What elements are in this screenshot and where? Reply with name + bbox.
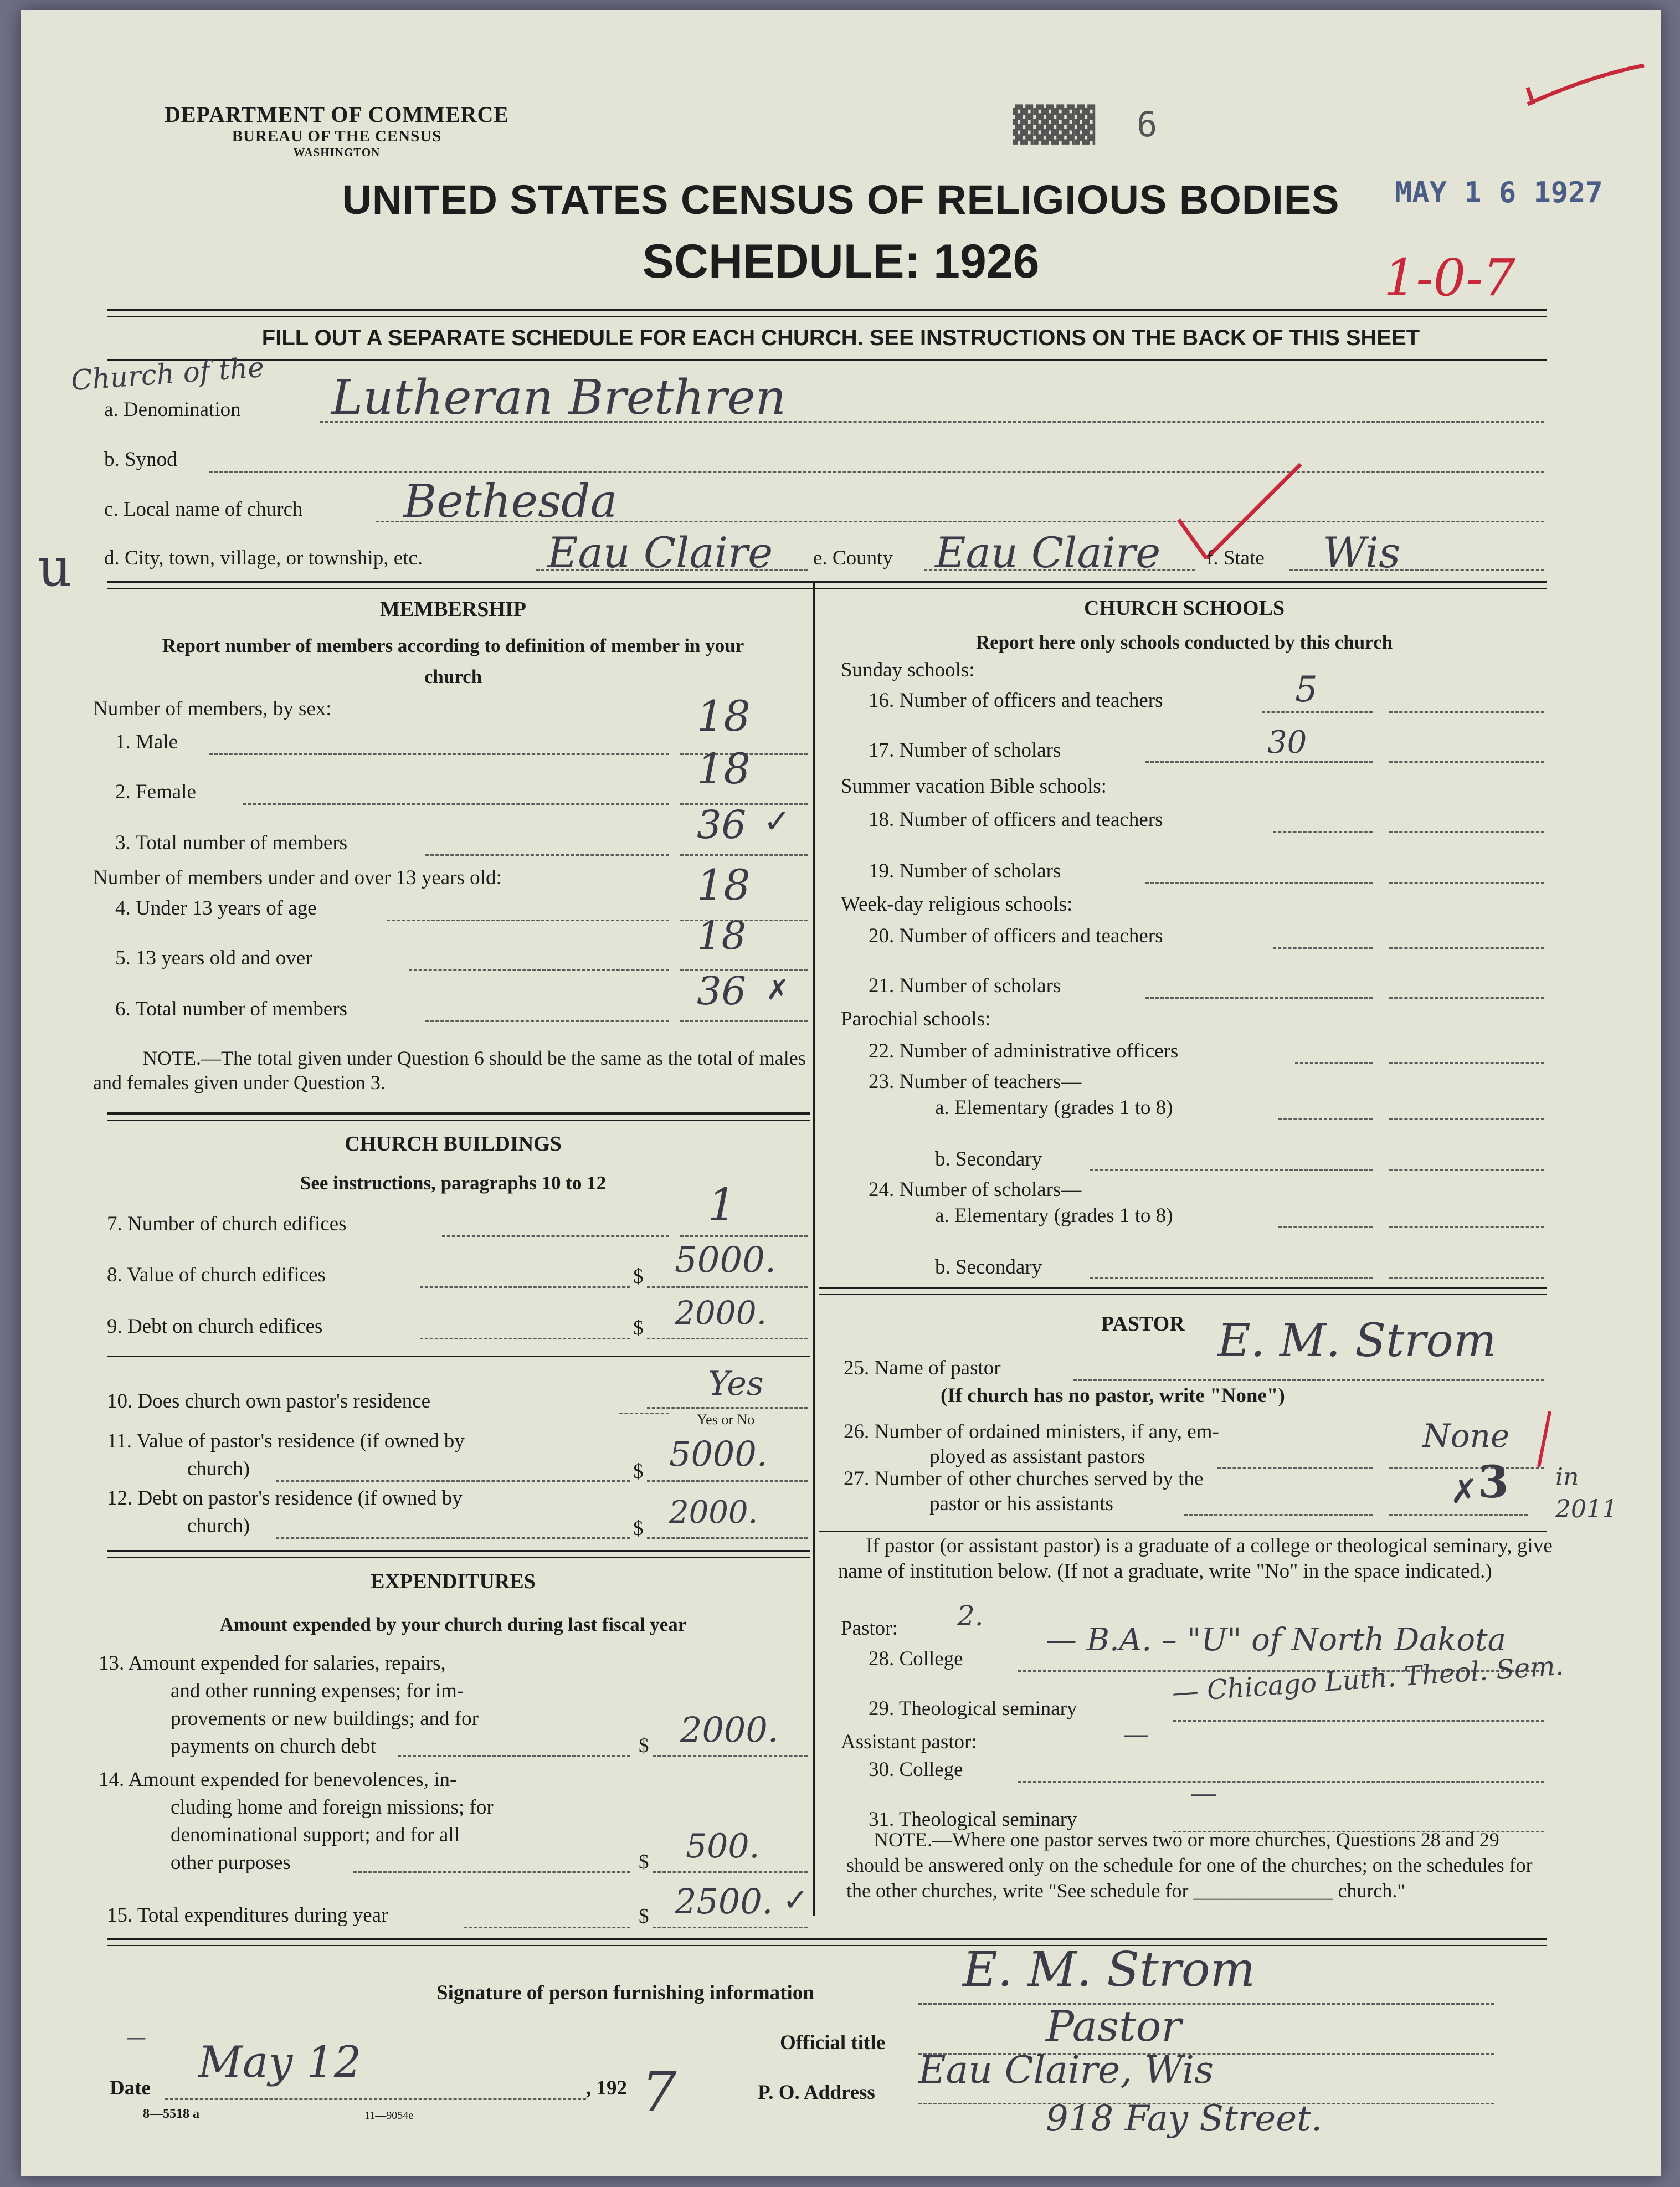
q13-line: 13. Amount expended for salaries, repairs,	[99, 1652, 446, 1675]
po-address-line2[interactable]: 918 Fay Street.	[1046, 2098, 1323, 2139]
q31-label: 31. Theological seminary	[869, 1808, 1077, 1831]
q3-check-mark: ✓	[763, 802, 792, 841]
q15-label: 15. Total expenditures during year	[107, 1904, 388, 1927]
rule	[107, 309, 1547, 311]
q14-line: cluding home and foreign missions; for	[171, 1796, 494, 1819]
q29-value[interactable]: — Chicago Luth. Theol. Sem.	[1171, 1650, 1565, 1708]
answer-line	[1389, 711, 1544, 713]
q10-label: 10. Does church own pastor's residence	[107, 1390, 431, 1413]
q15-dollar: $	[639, 1905, 649, 1928]
q27-cross-mark: ✗	[1450, 1472, 1478, 1511]
city-label: d. City, town, village, or township, etc.	[104, 547, 423, 569]
fill-line	[1278, 1118, 1373, 1120]
q12-label-1: 12. Debt on pastor's residence (if owned by	[107, 1487, 463, 1510]
fill-line	[1145, 761, 1373, 763]
rule	[107, 1557, 810, 1558]
q24b-label: b. Secondary	[935, 1256, 1042, 1279]
city-name: WASHINGTON	[293, 146, 381, 159]
q2-label: 2. Female	[115, 781, 196, 803]
fill-line	[243, 803, 669, 805]
fill-line	[276, 1480, 630, 1482]
q12-label-2: church)	[187, 1515, 250, 1537]
pastor-sub-label: Pastor:	[841, 1617, 898, 1640]
answer-line	[647, 1286, 808, 1288]
fill-line	[1090, 1169, 1373, 1171]
signature-value[interactable]: E. M. Strom	[963, 1942, 1256, 1998]
q8-value[interactable]: 5000.	[675, 1240, 777, 1281]
year-prefix: , 192	[586, 2077, 627, 2099]
q11-dollar: $	[633, 1460, 644, 1483]
form-number: ▓▓▓▓ 6	[1013, 104, 1158, 145]
q13-dollar: $	[639, 1734, 649, 1757]
fill-line	[387, 920, 669, 921]
membership-note: NOTE.—The total given under Question 6 should be the same as the total of males and females given under Question 3.	[93, 1047, 806, 1094]
q26-label-1: 26. Number of ordained ministers, if any, em-	[844, 1420, 1219, 1443]
fill-line	[619, 1413, 669, 1414]
fill-line	[276, 1537, 630, 1539]
membership-heading: MEMBERSHIP	[380, 598, 526, 621]
rule	[819, 1294, 1547, 1295]
print-code: 11—9054e	[364, 2109, 414, 2122]
state-label: f. State	[1206, 547, 1265, 569]
answer-line	[680, 1235, 808, 1237]
q9-value[interactable]: 2000.	[675, 1294, 767, 1332]
fill-line	[1295, 1062, 1373, 1064]
q13-line: and other running expenses; for im-	[171, 1680, 464, 1702]
q31-value[interactable]: —	[1190, 1777, 1217, 1809]
fill-line	[1262, 711, 1373, 713]
q16-value[interactable]: 5	[1295, 669, 1318, 710]
answer-line	[647, 1480, 808, 1482]
q20-label: 20. Number of officers and teachers	[869, 925, 1163, 947]
fill-line	[464, 1927, 630, 1928]
q27-label-2: pastor or his assistants	[929, 1492, 1113, 1515]
expenditures-heading: EXPENDITURES	[371, 1570, 536, 1593]
summer-label: Summer vacation Bible schools:	[841, 775, 1107, 798]
fill-line	[420, 1286, 630, 1288]
pastor-heading: PASTOR	[1101, 1312, 1185, 1336]
q1-label: 1. Male	[115, 731, 178, 753]
q25-hint: (If church has no pastor, write "None")	[941, 1384, 1285, 1407]
q11-label-2: church)	[187, 1457, 250, 1480]
rule	[107, 1938, 1547, 1940]
q14-line: 14. Amount expended for benevolences, in-	[99, 1768, 457, 1791]
q12-dollar: $	[633, 1517, 644, 1540]
q22-label: 22. Number of administrative officers	[869, 1040, 1179, 1062]
q23b-label: b. Secondary	[935, 1148, 1042, 1170]
q13-line: payments on church debt	[171, 1735, 376, 1758]
sunday-label: Sunday schools:	[841, 659, 975, 681]
q9-label: 9. Debt on church edifices	[107, 1315, 323, 1338]
q14-line: denominational support; and for all	[171, 1824, 460, 1846]
rule	[107, 316, 1547, 317]
graduate-note: If pastor (or assistant pastor) is a graduate of a college or theological seminary, give name of institution below. (If not a graduate, write "No" in the space indicated.)	[838, 1534, 1553, 1583]
form-number-value: 6	[1136, 104, 1158, 145]
q23-label: 23. Number of teachers—	[869, 1070, 1082, 1093]
fill-line	[1278, 1226, 1373, 1228]
fill-line	[425, 854, 669, 856]
q17-value[interactable]: 30	[1267, 725, 1307, 761]
synod-label: b. Synod	[104, 448, 177, 471]
denomination-value[interactable]: Lutheran Brethren	[331, 370, 786, 425]
q21-label: 21. Number of scholars	[869, 974, 1061, 997]
fill-line	[1217, 1467, 1373, 1469]
q16-label: 16. Number of officers and teachers	[869, 689, 1163, 712]
q23a-label: a. Elementary (grades 1 to 8)	[935, 1096, 1173, 1119]
q18-label: 18. Number of officers and teachers	[869, 808, 1163, 831]
margin-mark: u	[38, 536, 72, 598]
rule	[107, 1550, 810, 1552]
fill-line	[425, 1020, 669, 1022]
q11-label-1: 11. Value of pastor's residence (if owned by	[107, 1430, 465, 1452]
q19-label: 19. Number of scholars	[869, 860, 1061, 882]
q4-value[interactable]: 18	[697, 860, 751, 910]
po-address-label: P. O. Address	[758, 2081, 875, 2104]
schools-subheading: Report here only schools conducted by this church	[975, 632, 1393, 653]
denomination-label: a. Denomination	[104, 398, 241, 421]
q14-value[interactable]: 500.	[686, 1827, 760, 1866]
by-sex-label: Number of members, by sex:	[93, 697, 332, 720]
q28-label: 28. College	[869, 1647, 963, 1670]
buildings-heading: CHURCH BUILDINGS	[345, 1132, 562, 1156]
answer-line	[1389, 761, 1544, 763]
parochial-label: Parochial schools:	[841, 1008, 991, 1030]
fill-line	[1145, 882, 1373, 884]
rule	[819, 1531, 1547, 1532]
fill-line	[209, 471, 1544, 473]
q8-dollar: $	[633, 1265, 644, 1288]
fill-line	[420, 1338, 630, 1339]
fill-line	[1073, 1379, 1544, 1381]
bureau-name: BUREAU OF THE CENSUS	[232, 127, 442, 145]
red-dash-mark: —	[126, 2026, 146, 2049]
q1-value[interactable]: 18	[697, 691, 751, 741]
department-name: DEPARTMENT OF COMMERCE	[164, 102, 510, 127]
po-address-line1[interactable]: Eau Claire, Wis	[918, 2049, 1214, 2092]
fill-line	[1173, 1720, 1544, 1722]
answer-line	[653, 1755, 808, 1757]
expenditures-subheading: Amount expended by your church during last fiscal year	[219, 1614, 687, 1635]
answer-line	[1389, 1169, 1544, 1171]
fill-line	[1090, 1277, 1373, 1279]
q12-value[interactable]: 2000.	[669, 1495, 758, 1531]
file-code: 1-0-7	[1384, 248, 1515, 307]
answer-line	[680, 854, 808, 856]
fill-line	[1273, 947, 1373, 949]
rule	[107, 1945, 1547, 1946]
assistant-value: —	[1123, 1719, 1149, 1749]
fill-line	[1145, 997, 1373, 999]
weekday-label: Week-day religious schools:	[841, 893, 1073, 916]
fill-line	[1018, 1781, 1544, 1783]
q8-label: 8. Value of church edifices	[107, 1264, 326, 1286]
rule	[107, 359, 1547, 361]
rule	[819, 1287, 1547, 1289]
answer-line	[1389, 1062, 1544, 1064]
answer-line	[1389, 882, 1544, 884]
rule	[107, 1120, 810, 1121]
official-title-label: Official title	[780, 2031, 886, 2054]
official-title-value[interactable]: Pastor	[1046, 2001, 1181, 2051]
local-name-value[interactable]: Bethesda	[403, 475, 618, 528]
q29-label: 29. Theological seminary	[869, 1697, 1077, 1720]
q27-label-1: 27. Number of other churches served by the	[844, 1467, 1204, 1490]
q6-label: 6. Total number of members	[115, 998, 348, 1020]
department-block	[115, 101, 558, 160]
q5-label: 5. 13 years old and over	[115, 947, 312, 969]
pastor-note: NOTE.—Where one pastor serves two or more churches, Questions 28 and 29 should be answered only on the schedule for one of the churches; on the schedules for the other churches, write "See schedule for ______________ church."	[846, 1829, 1533, 1902]
q24-label: 24. Number of scholars—	[869, 1178, 1082, 1201]
membership-subheading: Report number of members according to definition of member in your church	[162, 635, 744, 687]
fill-line	[398, 1755, 630, 1757]
q27-margin-note: in 2011	[1555, 1463, 1617, 1523]
answer-line	[647, 1407, 808, 1409]
rule	[107, 1112, 810, 1115]
q10-value[interactable]: Yes	[708, 1364, 764, 1403]
q13-value[interactable]: 2000.	[680, 1709, 779, 1750]
q26-label-2: ployed as assistant pastors	[929, 1445, 1145, 1468]
q3-value[interactable]: 36	[697, 802, 747, 848]
q5-value[interactable]: 18	[697, 913, 747, 958]
q24a-label: a. Elementary (grades 1 to 8)	[935, 1204, 1173, 1227]
census-schedule-sheet	[21, 10, 1661, 2176]
answer-line	[653, 1927, 808, 1928]
rule	[107, 588, 1547, 589]
q6-value[interactable]: 36	[697, 968, 747, 1014]
state-value[interactable]: Wis	[1323, 528, 1401, 577]
q25-value[interactable]: E. M. Strom	[1217, 1315, 1497, 1367]
instruction-line: FILL OUT A SEPARATE SCHEDULE FOR EACH CHURCH. SEE INSTRUCTIONS ON THE BACK OF THIS SHEET	[261, 326, 1420, 350]
q27-value[interactable]: 3	[1478, 1456, 1509, 1508]
q14-dollar: $	[639, 1851, 649, 1873]
county-label: e. County	[813, 547, 893, 569]
red-check-mark	[1522, 54, 1650, 121]
buildings-subheading: See instructions, paragraphs 10 to 12	[300, 1172, 607, 1194]
q13-label	[99, 1650, 630, 1760]
q28-value[interactable]: — B.A. – "U" of North Dakota	[1046, 1622, 1507, 1658]
year-value[interactable]: 7	[641, 2060, 677, 2124]
q26-value[interactable]: None	[1422, 1417, 1510, 1455]
q14-line: other purposes	[171, 1851, 291, 1874]
answer-line	[1389, 831, 1544, 833]
local-name-label: c. Local name of church	[104, 498, 303, 521]
answer-line	[647, 1338, 808, 1339]
answer-line	[1389, 1226, 1544, 1228]
age-label: Number of members under and over 13 years old:	[93, 866, 502, 889]
fill-line	[409, 969, 669, 971]
fill-line	[353, 1871, 630, 1873]
fill-line	[165, 2098, 586, 2100]
form-code: 8—5518 a	[143, 2107, 199, 2121]
answer-line	[1389, 947, 1544, 949]
fill-line	[442, 1235, 669, 1237]
q15-check-mark: ✓	[783, 1882, 809, 1918]
q14-label	[99, 1766, 630, 1877]
q30-label: 30. College	[869, 1758, 963, 1781]
rule	[107, 581, 1547, 583]
q2-value[interactable]: 18	[697, 744, 751, 793]
yes-no-hint: Yes or No	[697, 1411, 755, 1428]
form-title: UNITED STATES CENSUS OF RELIGIOUS BODIES	[342, 177, 1340, 223]
answer-line	[653, 1871, 808, 1873]
q7-value[interactable]: 1	[708, 1179, 736, 1230]
fill-line	[1273, 831, 1373, 833]
q9-dollar: $	[633, 1317, 644, 1339]
fill-line	[918, 2003, 1494, 2005]
answer-line	[647, 1537, 808, 1539]
answer-line	[1389, 1277, 1544, 1279]
q25-label: 25. Name of pastor	[844, 1357, 1001, 1379]
q17-label: 17. Number of scholars	[869, 739, 1061, 762]
q11-value[interactable]: 5000.	[669, 1434, 768, 1474]
schedule-title: SCHEDULE: 1926	[642, 235, 1040, 288]
answer-line	[1389, 1118, 1544, 1120]
rule	[107, 1356, 810, 1357]
schools-heading: CHURCH SCHOOLS	[1083, 597, 1285, 620]
received-stamp: MAY 1 6 1927	[1395, 176, 1603, 209]
answer-line	[1389, 1514, 1528, 1516]
signature-label: Signature of person furnishing information	[436, 1981, 814, 2004]
city-value[interactable]: Eau Claire	[547, 528, 773, 577]
fill-line	[209, 753, 669, 755]
q15-value[interactable]: 2500.	[675, 1881, 773, 1922]
date-label: Date	[110, 2077, 151, 2099]
q7-label: 7. Number of church edifices	[107, 1213, 347, 1235]
q6-check-mark: ✗	[766, 974, 789, 1006]
date-value[interactable]: May 12	[198, 2037, 362, 2087]
denomination-prefix: Church of the	[70, 351, 265, 397]
answer-line	[1389, 1467, 1544, 1469]
column-divider	[813, 581, 815, 1916]
fill-line	[1184, 1514, 1373, 1516]
q3-label: 3. Total number of members	[115, 831, 348, 854]
answer-line	[1389, 997, 1544, 999]
q4-label: 4. Under 13 years of age	[115, 897, 317, 920]
pastor-mark: 2.	[957, 1600, 984, 1632]
answer-line	[680, 1020, 808, 1022]
assistant-label: Assistant pastor:	[841, 1731, 977, 1753]
q13-line: provements or new buildings; and for	[171, 1707, 479, 1730]
county-value[interactable]: Eau Claire	[935, 528, 1161, 577]
